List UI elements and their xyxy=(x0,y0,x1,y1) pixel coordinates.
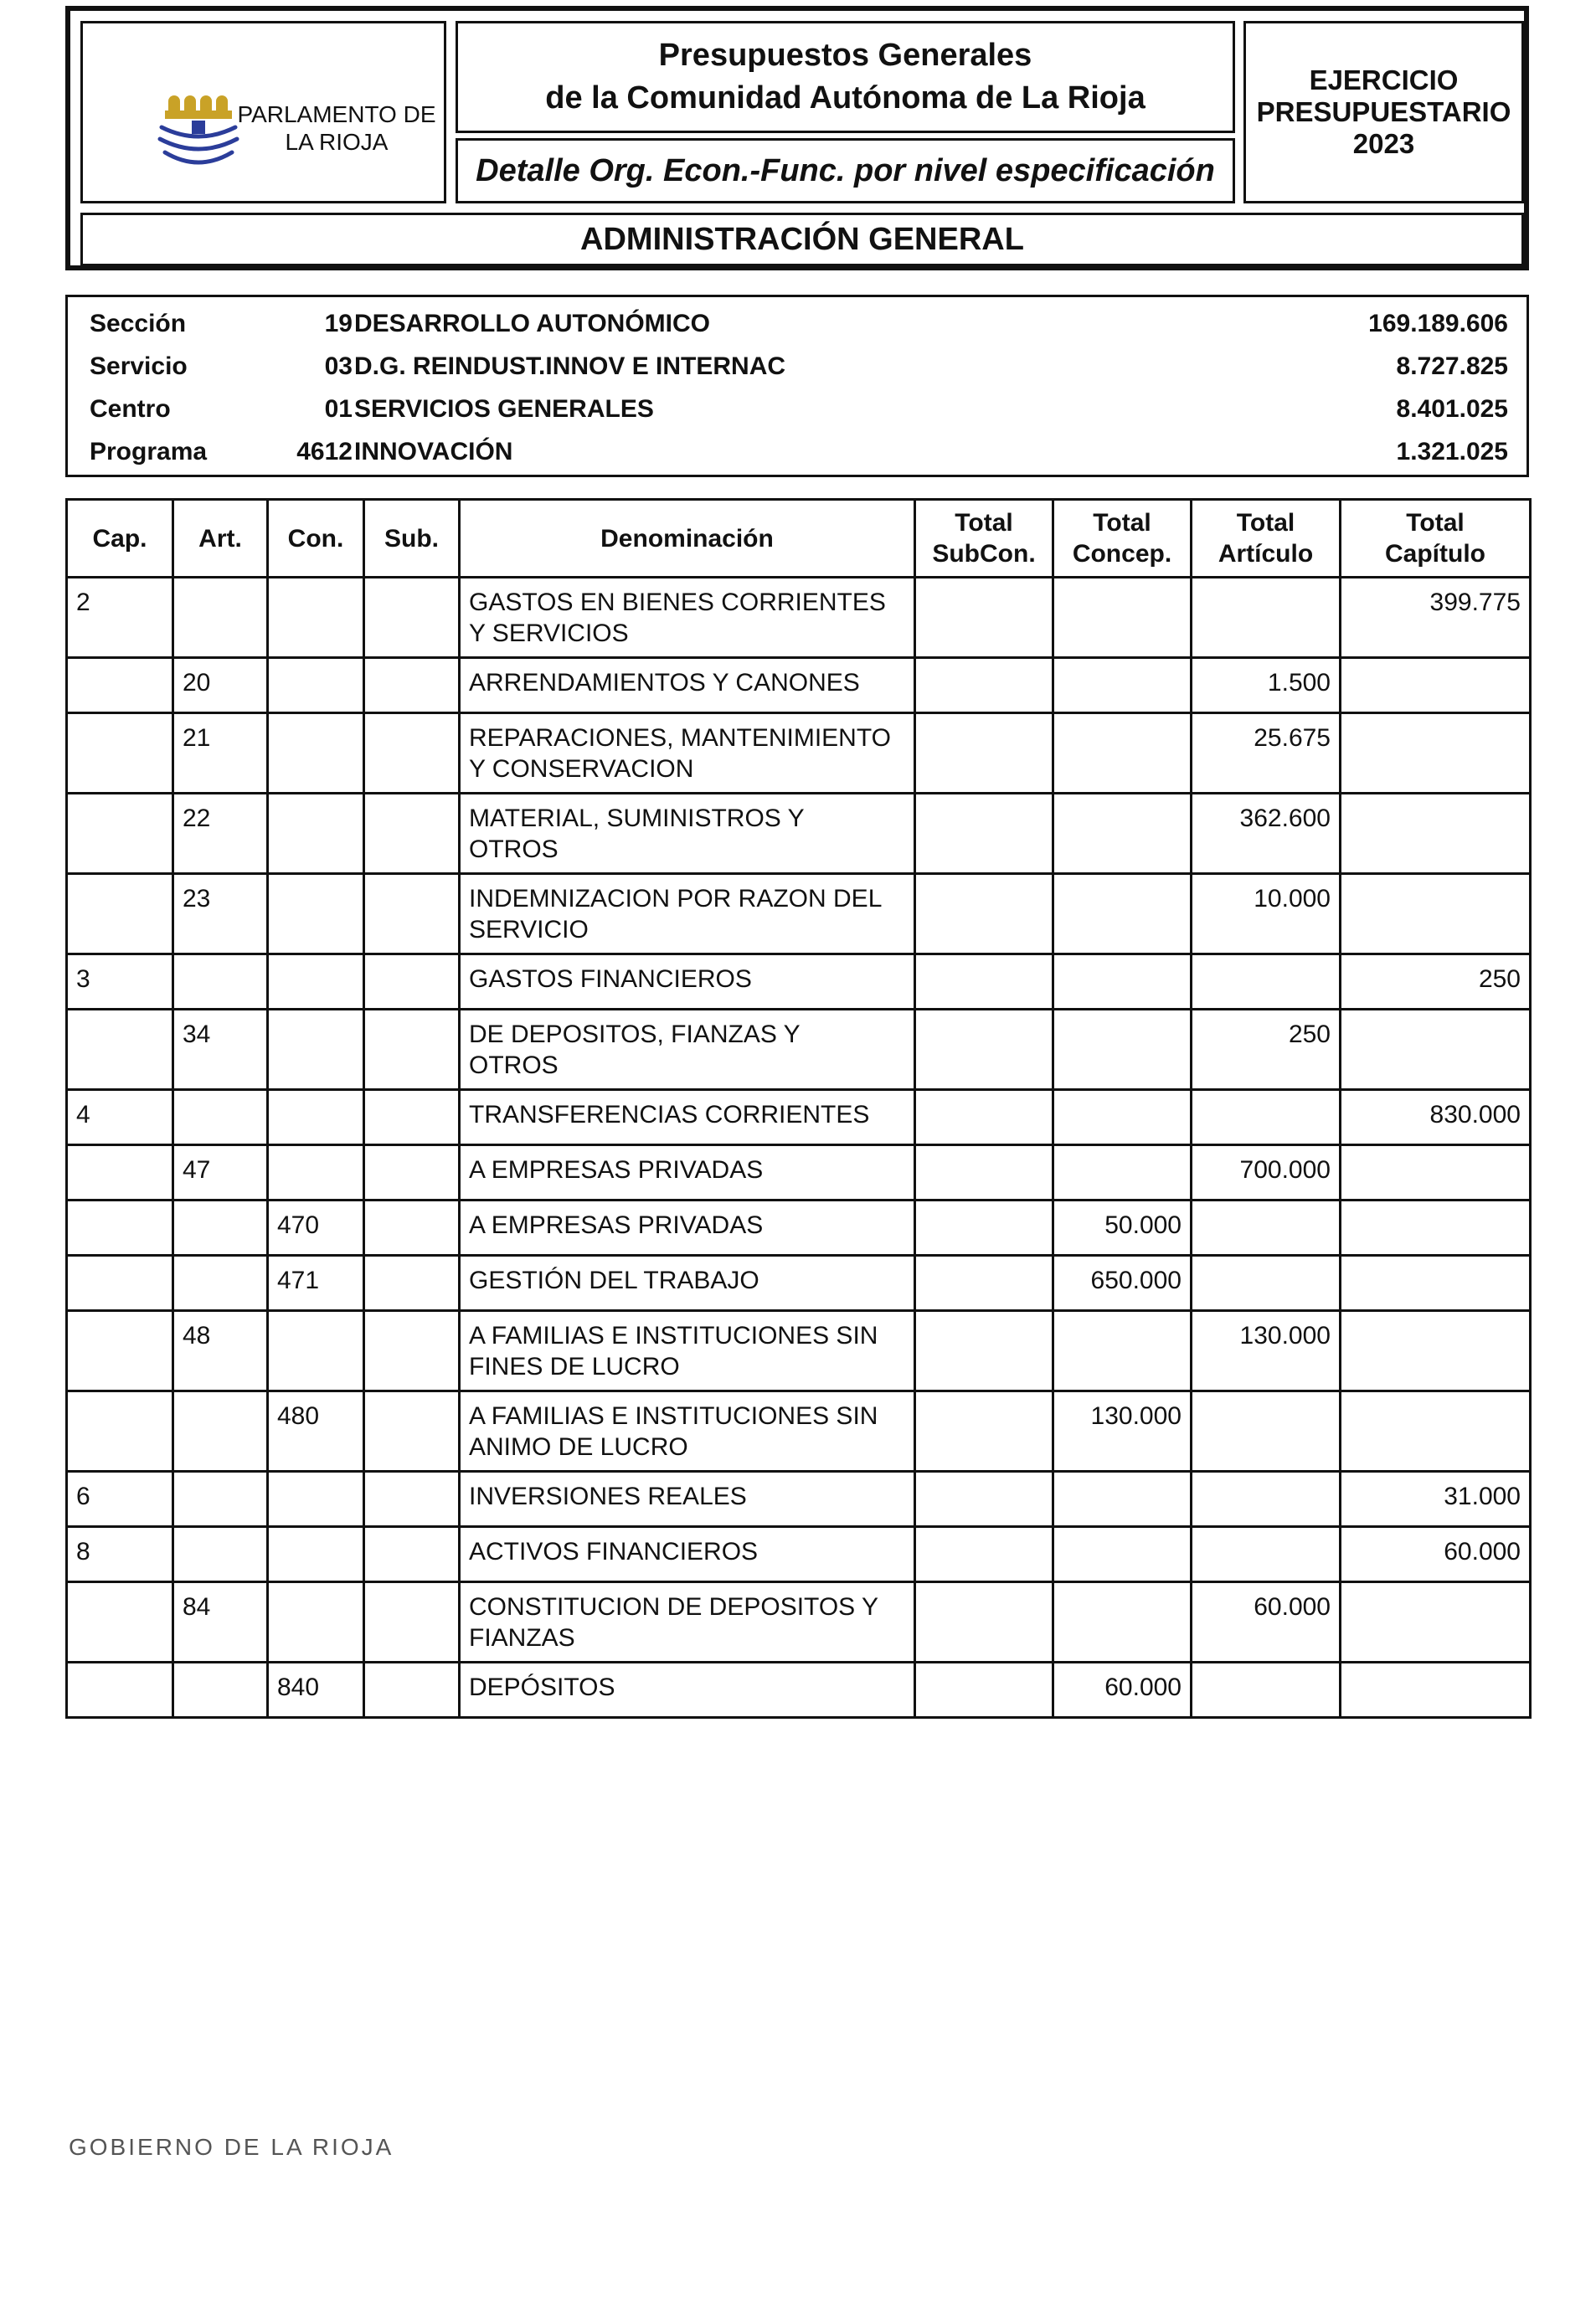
cell-concep xyxy=(1053,1090,1192,1145)
cell-denominacion xyxy=(460,578,915,658)
header-denominacion: Denominación xyxy=(460,500,915,578)
denominacion-line: ACTIVOS FINANCIEROS xyxy=(469,1538,759,1566)
info-row-programa xyxy=(68,435,1526,469)
cell-subcon xyxy=(915,1010,1053,1090)
cell-capitulo: 31.000 xyxy=(1341,1472,1531,1527)
cell-concep: 50.000 xyxy=(1053,1201,1192,1256)
cell-cap xyxy=(67,1201,173,1256)
cell-con xyxy=(268,578,364,658)
header-text: Capítulo xyxy=(1385,540,1485,568)
denominacion-line: INDEMNIZACION POR RAZON DEL xyxy=(469,885,883,913)
cell-cap: 2 xyxy=(67,578,173,658)
info-amount: 1.321.025 xyxy=(1396,438,1508,465)
info-description: D.G. REINDUST.INNOV E INTERNAC xyxy=(354,352,786,380)
cell-subcon xyxy=(915,1090,1053,1145)
header-con: Con. xyxy=(268,500,364,578)
cell-subcon xyxy=(915,794,1053,874)
cell-capitulo xyxy=(1341,1663,1531,1718)
info-code: 19 xyxy=(324,310,353,337)
denominacion-line: GESTIÓN DEL TRABAJO xyxy=(469,1267,759,1294)
cell-capitulo xyxy=(1341,1256,1531,1311)
cell-sub xyxy=(364,1010,460,1090)
cell-art: 23 xyxy=(173,874,268,954)
cell-articulo: 25.675 xyxy=(1192,713,1341,794)
cell-con: 471 xyxy=(268,1256,364,1311)
header-total-capitulo xyxy=(1341,500,1531,578)
cell-sub xyxy=(364,1256,460,1311)
cell-articulo: 1.500 xyxy=(1192,658,1341,713)
administration-banner xyxy=(80,213,1524,266)
cell-sub xyxy=(364,794,460,874)
cell-sub xyxy=(364,658,460,713)
cell-capitulo xyxy=(1341,1010,1531,1090)
cell-con xyxy=(268,1010,364,1090)
cell-cap: 8 xyxy=(67,1527,173,1582)
denominacion-line: A EMPRESAS PRIVADAS xyxy=(469,1211,764,1239)
cell-art xyxy=(173,578,268,658)
info-description: DESARROLLO AUTONÓMICO xyxy=(354,310,710,337)
denominacion-line: FINES DE LUCRO xyxy=(469,1353,680,1381)
cell-art xyxy=(173,1663,268,1718)
header-cap: Cap. xyxy=(67,500,173,578)
table-row xyxy=(67,1582,1531,1663)
cell-concep xyxy=(1053,1582,1192,1663)
cell-articulo: 250 xyxy=(1192,1010,1341,1090)
header-text: Total xyxy=(1406,509,1465,537)
header-total-subcon xyxy=(915,500,1053,578)
cell-con xyxy=(268,1090,364,1145)
cell-cap xyxy=(67,1311,173,1391)
info-amount: 8.401.025 xyxy=(1396,395,1508,423)
cell-subcon xyxy=(915,1663,1053,1718)
info-code: 01 xyxy=(324,395,353,423)
cell-sub xyxy=(364,1582,460,1663)
info-label: Programa xyxy=(90,438,208,465)
header-text: Total xyxy=(1093,509,1151,537)
cell-con xyxy=(268,1311,364,1391)
cell-denominacion xyxy=(460,1010,915,1090)
cell-articulo: 10.000 xyxy=(1192,874,1341,954)
cell-sub xyxy=(364,713,460,794)
cell-capitulo xyxy=(1341,794,1531,874)
cell-cap xyxy=(67,874,173,954)
cell-concep xyxy=(1053,578,1192,658)
cell-denominacion xyxy=(460,1145,915,1201)
cell-sub xyxy=(364,1527,460,1582)
cell-sub xyxy=(364,1472,460,1527)
cell-capitulo xyxy=(1341,1582,1531,1663)
denominacion-line: A EMPRESAS PRIVADAS xyxy=(469,1156,764,1184)
cell-capitulo: 60.000 xyxy=(1341,1527,1531,1582)
denominacion-line: ANIMO DE LUCRO xyxy=(469,1433,688,1461)
cell-capitulo xyxy=(1341,1145,1531,1201)
cell-sub xyxy=(364,1145,460,1201)
table-row xyxy=(67,1201,1531,1256)
cell-denominacion xyxy=(460,713,915,794)
header-text: SubCon. xyxy=(932,540,1036,568)
cell-subcon xyxy=(915,1145,1053,1201)
footer-cut-text: GOBIERNO DE LA RIOJA xyxy=(69,2134,394,2160)
administration-text: ADMINISTRACIÓN GENERAL xyxy=(580,221,1024,257)
cell-art: 21 xyxy=(173,713,268,794)
table-row xyxy=(67,1527,1531,1582)
cell-subcon xyxy=(915,578,1053,658)
header-text: Artículo xyxy=(1218,540,1314,568)
year-line2: PRESUPUESTARIO xyxy=(1256,96,1511,127)
cell-articulo xyxy=(1192,954,1341,1010)
denominacion-line: DEPÓSITOS xyxy=(469,1674,615,1701)
cell-con xyxy=(268,658,364,713)
cell-articulo xyxy=(1192,1527,1341,1582)
cell-con xyxy=(268,1145,364,1201)
header-total-concep xyxy=(1053,500,1192,578)
cell-cap xyxy=(67,1391,173,1472)
cell-con xyxy=(268,794,364,874)
cell-denominacion xyxy=(460,1472,915,1527)
cell-sub xyxy=(364,874,460,954)
denominacion-line: FIANZAS xyxy=(469,1624,575,1652)
cell-capitulo: 399.775 xyxy=(1341,578,1531,658)
cell-concep xyxy=(1053,954,1192,1010)
header-total-articulo xyxy=(1192,500,1341,578)
denominacion-line: A FAMILIAS E INSTITUCIONES SIN xyxy=(469,1402,878,1430)
denominacion-line: CONSTITUCION DE DEPOSITOS Y xyxy=(469,1593,878,1621)
document-title xyxy=(456,21,1235,133)
cell-con xyxy=(268,874,364,954)
cell-denominacion xyxy=(460,1090,915,1145)
table-row xyxy=(67,1663,1531,1718)
cell-denominacion xyxy=(460,794,915,874)
denominacion-line: A FAMILIAS E INSTITUCIONES SIN xyxy=(469,1322,878,1350)
cell-art: 34 xyxy=(173,1010,268,1090)
parliament-name-line1: PARLAMENTO DE xyxy=(237,101,436,127)
cell-denominacion xyxy=(460,1527,915,1582)
cell-capitulo xyxy=(1341,1311,1531,1391)
cell-capitulo xyxy=(1341,658,1531,713)
cell-cap xyxy=(67,658,173,713)
cell-art: 84 xyxy=(173,1582,268,1663)
cell-subcon xyxy=(915,954,1053,1010)
cell-sub xyxy=(364,1090,460,1145)
cell-art xyxy=(173,1391,268,1472)
cell-con xyxy=(268,713,364,794)
cell-denominacion xyxy=(460,1201,915,1256)
cell-capitulo xyxy=(1341,1391,1531,1472)
cell-con xyxy=(268,1582,364,1663)
info-label: Sección xyxy=(90,310,187,337)
cell-denominacion xyxy=(460,954,915,1010)
cell-articulo: 60.000 xyxy=(1192,1582,1341,1663)
cell-sub xyxy=(364,1391,460,1472)
cell-sub xyxy=(364,954,460,1010)
denominacion-line: SERVICIO xyxy=(469,916,589,943)
cell-subcon xyxy=(915,1311,1053,1391)
cell-con xyxy=(268,954,364,1010)
parliament-name xyxy=(232,100,441,156)
table-row xyxy=(67,1311,1531,1391)
cell-cap: 6 xyxy=(67,1472,173,1527)
cell-art xyxy=(173,1527,268,1582)
cell-concep xyxy=(1053,1010,1192,1090)
table-row xyxy=(67,658,1531,713)
table-row xyxy=(67,713,1531,794)
header-art: Art. xyxy=(173,500,268,578)
cell-capitulo: 250 xyxy=(1341,954,1531,1010)
table-header-row xyxy=(67,500,1531,578)
cell-articulo xyxy=(1192,578,1341,658)
cell-concep: 60.000 xyxy=(1053,1663,1192,1718)
denominacion-line: GASTOS FINANCIEROS xyxy=(469,965,752,993)
header-sub: Sub. xyxy=(364,500,460,578)
denominacion-line: Y SERVICIOS xyxy=(469,620,629,647)
cell-art: 48 xyxy=(173,1311,268,1391)
cell-sub xyxy=(364,1201,460,1256)
cell-art: 47 xyxy=(173,1145,268,1201)
budget-table xyxy=(65,498,1532,1719)
year-line1: EJERCICIO xyxy=(1309,64,1459,95)
cell-denominacion xyxy=(460,874,915,954)
cell-art: 20 xyxy=(173,658,268,713)
denominacion-line: DE DEPOSITOS, FIANZAS Y xyxy=(469,1021,801,1048)
cell-articulo: 362.600 xyxy=(1192,794,1341,874)
cell-concep xyxy=(1053,794,1192,874)
info-label: Centro xyxy=(90,395,171,423)
fiscal-year-panel xyxy=(1243,21,1524,203)
info-amount: 8.727.825 xyxy=(1396,352,1508,380)
table-row xyxy=(67,1010,1531,1090)
cell-cap xyxy=(67,1582,173,1663)
table-row xyxy=(67,1472,1531,1527)
cell-concep: 650.000 xyxy=(1053,1256,1192,1311)
cell-capitulo xyxy=(1341,713,1531,794)
cell-concep xyxy=(1053,1472,1192,1527)
cell-art xyxy=(173,1472,268,1527)
cell-articulo: 130.000 xyxy=(1192,1311,1341,1391)
cell-denominacion xyxy=(460,1311,915,1391)
cell-con xyxy=(268,1527,364,1582)
cell-art: 22 xyxy=(173,794,268,874)
cell-subcon xyxy=(915,1527,1053,1582)
document-header xyxy=(65,6,1529,270)
cell-sub xyxy=(364,578,460,658)
denominacion-line: ARRENDAMIENTOS Y CANONES xyxy=(469,669,860,697)
table-row xyxy=(67,954,1531,1010)
year-value: 2023 xyxy=(1352,128,1415,159)
table-row xyxy=(67,1391,1531,1472)
denominacion-line: TRANSFERENCIAS CORRIENTES xyxy=(469,1101,870,1129)
cell-subcon xyxy=(915,1201,1053,1256)
cell-art xyxy=(173,954,268,1010)
cell-denominacion xyxy=(460,658,915,713)
cell-sub xyxy=(364,1311,460,1391)
info-row-centro xyxy=(68,393,1526,426)
cell-articulo xyxy=(1192,1391,1341,1472)
cell-cap xyxy=(67,1663,173,1718)
info-label: Servicio xyxy=(90,352,188,380)
cell-articulo xyxy=(1192,1090,1341,1145)
denominacion-line: OTROS xyxy=(469,1051,559,1079)
cell-con xyxy=(268,1472,364,1527)
denominacion-line: MATERIAL, SUMINISTROS Y xyxy=(469,805,805,832)
cell-articulo xyxy=(1192,1201,1341,1256)
table-row xyxy=(67,1090,1531,1145)
cell-subcon xyxy=(915,1472,1053,1527)
cell-art xyxy=(173,1090,268,1145)
denominacion-line: Y CONSERVACION xyxy=(469,755,694,783)
parliament-name-line2: LA RIOJA xyxy=(285,129,389,155)
cell-cap xyxy=(67,794,173,874)
denominacion-line: REPARACIONES, MANTENIMIENTO xyxy=(469,724,891,752)
info-code: 4612 xyxy=(296,438,353,465)
budget-summary xyxy=(65,295,1529,477)
cell-articulo xyxy=(1192,1472,1341,1527)
table-row xyxy=(67,1256,1531,1311)
info-row-seccion xyxy=(68,307,1526,341)
cell-subcon xyxy=(915,1256,1053,1311)
cell-subcon xyxy=(915,1582,1053,1663)
title-line1: Presupuestos Generales xyxy=(658,38,1032,73)
cell-con: 840 xyxy=(268,1663,364,1718)
cell-concep xyxy=(1053,874,1192,954)
cell-concep: 130.000 xyxy=(1053,1391,1192,1472)
document-subtitle xyxy=(456,138,1235,203)
cell-subcon xyxy=(915,874,1053,954)
cell-con: 480 xyxy=(268,1391,364,1472)
info-description: INNOVACIÓN xyxy=(354,438,513,465)
header-text: Concep. xyxy=(1072,540,1172,568)
cell-cap: 3 xyxy=(67,954,173,1010)
table-row xyxy=(67,1145,1531,1201)
cell-art xyxy=(173,1201,268,1256)
header-text: Total xyxy=(955,509,1013,537)
cell-articulo xyxy=(1192,1256,1341,1311)
table-row xyxy=(67,794,1531,874)
cell-subcon xyxy=(915,658,1053,713)
cell-concep xyxy=(1053,1145,1192,1201)
cell-art xyxy=(173,1256,268,1311)
cell-articulo: 700.000 xyxy=(1192,1145,1341,1201)
denominacion-line: INVERSIONES REALES xyxy=(469,1483,747,1510)
cell-denominacion xyxy=(460,1256,915,1311)
cell-denominacion xyxy=(460,1582,915,1663)
cell-denominacion xyxy=(460,1663,915,1718)
cell-cap xyxy=(67,1145,173,1201)
cell-cap xyxy=(67,1010,173,1090)
cell-concep xyxy=(1053,1527,1192,1582)
cell-denominacion xyxy=(460,1391,915,1472)
cell-articulo xyxy=(1192,1663,1341,1718)
cell-cap: 4 xyxy=(67,1090,173,1145)
header-text: Total xyxy=(1236,509,1295,537)
cell-cap xyxy=(67,713,173,794)
cell-subcon xyxy=(915,1391,1053,1472)
cell-con: 470 xyxy=(268,1201,364,1256)
cell-concep xyxy=(1053,658,1192,713)
info-row-servicio xyxy=(68,350,1526,383)
cell-capitulo xyxy=(1341,1201,1531,1256)
cell-capitulo: 830.000 xyxy=(1341,1090,1531,1145)
cell-sub xyxy=(364,1663,460,1718)
denominacion-line: OTROS xyxy=(469,836,559,863)
table-row xyxy=(67,578,1531,658)
info-code: 03 xyxy=(324,352,353,380)
denominacion-line: GASTOS EN BIENES CORRIENTES xyxy=(469,589,886,616)
info-amount: 169.189.606 xyxy=(1368,310,1508,337)
cell-subcon xyxy=(915,713,1053,794)
info-description: SERVICIOS GENERALES xyxy=(354,395,654,423)
title-line2: de la Comunidad Autónoma de La Rioja xyxy=(545,80,1146,116)
cell-cap xyxy=(67,1256,173,1311)
cell-concep xyxy=(1053,713,1192,794)
subtitle-text: Detalle Org. Econ.-Func. por nivel especificación xyxy=(476,152,1215,188)
cell-concep xyxy=(1053,1311,1192,1391)
cell-capitulo xyxy=(1341,874,1531,954)
table-row xyxy=(67,874,1531,954)
logo-panel xyxy=(80,21,446,203)
